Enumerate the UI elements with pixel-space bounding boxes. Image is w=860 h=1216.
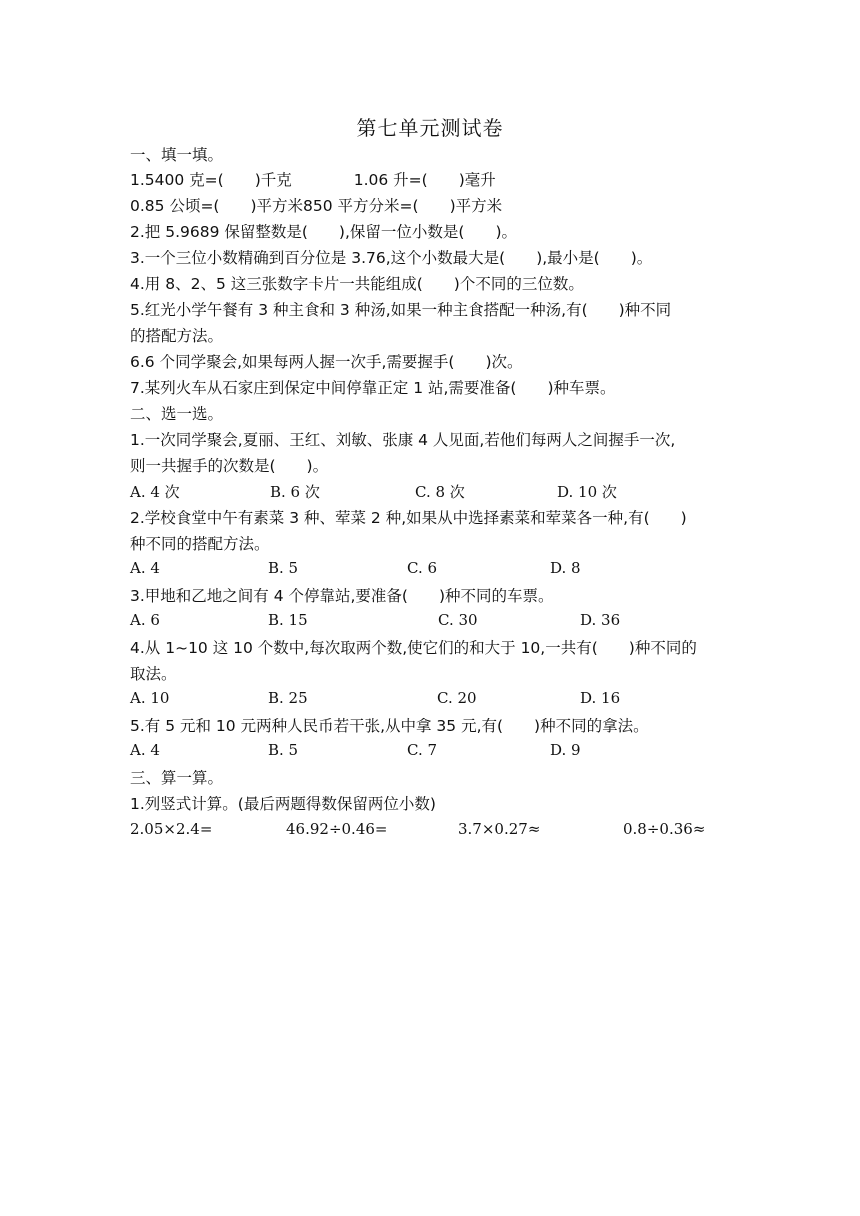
section-heading-fill: 一、填一填。	[130, 146, 224, 164]
fill-line-6: 5.红光小学午餐有 3 种主食和 3 种汤,如果一种主食搭配一种汤,有( )种不同	[130, 301, 672, 319]
choice-q5-line-1: 5.有 5 元和 10 元两种人民币若干张,从中拿 35 元,有( )种不同的拿法。	[130, 717, 649, 735]
option-c: C. 6	[407, 559, 438, 577]
option-a: A. 4	[130, 741, 160, 759]
option-d: D. 36	[580, 611, 621, 629]
option-c: C. 8 次	[415, 483, 465, 501]
option-c: C. 20	[437, 689, 477, 707]
fill-line-8: 6.6 个同学聚会,如果每两人握一次手,需要握手( )次。	[130, 353, 523, 371]
section-heading-choice: 二、选一选。	[130, 405, 224, 423]
option-c: C. 7	[407, 741, 438, 759]
choice-q3-line-1: 3.甲地和乙地之间有 4 个停靠站,要准备( )种不同的车票。	[130, 587, 554, 605]
choice-q4-options	[130, 689, 735, 713]
calc-problem-4: 0.8÷0.36≈	[623, 820, 706, 838]
option-a: A. 10	[130, 689, 170, 707]
option-d: D. 9	[550, 741, 581, 759]
option-a: A. 4 次	[130, 483, 180, 501]
option-b: B. 5	[268, 741, 299, 759]
fill-line-1: 1.5400 克=( )千克 1.06 升=( )毫升	[130, 171, 496, 189]
fill-line-4: 3.一个三位小数精确到百分位是 3.76,这个小数最大是( ),最小是( )。	[130, 249, 653, 267]
calc-problem-1: 2.05×2.4=	[130, 820, 213, 838]
choice-q2-options	[130, 559, 735, 583]
choice-q5-options	[130, 741, 735, 765]
option-d: D. 16	[580, 689, 621, 707]
option-b: B. 6 次	[270, 483, 320, 501]
choice-q3-options	[130, 611, 735, 635]
option-b: B. 15	[268, 611, 308, 629]
choice-q1-options	[130, 481, 735, 505]
calc-problems	[130, 820, 735, 844]
choice-q2-line-1: 2.学校食堂中午有素菜 3 种、荤菜 2 种,如果从中选择素菜和荤菜各一种,有( )	[130, 509, 687, 527]
section-heading-calc: 三、算一算。	[130, 769, 224, 787]
option-d: D. 8	[550, 559, 581, 577]
choice-q4-line-2: 取法。	[130, 665, 177, 683]
page-title: 第七单元测试卷	[356, 116, 504, 140]
option-b: B. 25	[268, 689, 308, 707]
option-d: D. 10 次	[557, 483, 617, 501]
fill-line-2: 0.85 公顷=( )平方米850 平方分米=( )平方米	[130, 197, 503, 215]
option-c: C. 30	[438, 611, 478, 629]
fill-line-5: 4.用 8、2、5 这三张数字卡片一共能组成( )个不同的三位数。	[130, 275, 584, 293]
choice-q2-line-2: 种不同的搭配方法。	[130, 535, 270, 553]
choice-q1-line-1: 1.一次同学聚会,夏丽、王红、刘敏、张康 4 人见面,若他们每两人之间握手一次,	[130, 431, 676, 449]
option-a: A. 4	[130, 559, 160, 577]
fill-line-9: 7.某列火车从石家庄到保定中间停靠正定 1 站,需要准备( )种车票。	[130, 379, 616, 397]
calc-instruction: 1.列竖式计算。(最后两题得数保留两位小数)	[130, 795, 436, 813]
option-a: A. 6	[130, 611, 160, 629]
calc-problem-3: 3.7×0.27≈	[458, 820, 541, 838]
option-b: B. 5	[268, 559, 299, 577]
choice-q4-line-1: 4.从 1~10 这 10 个数中,每次取两个数,使它们的和大于 10,一共有( )种不同的	[130, 639, 697, 657]
calc-problem-2: 46.92÷0.46=	[286, 820, 388, 838]
choice-q1-line-2: 则一共握手的次数是( )。	[130, 457, 329, 475]
fill-line-3: 2.把 5.9689 保留整数是( ),保留一位小数是( )。	[130, 223, 517, 241]
fill-line-7: 的搭配方法。	[130, 327, 224, 345]
